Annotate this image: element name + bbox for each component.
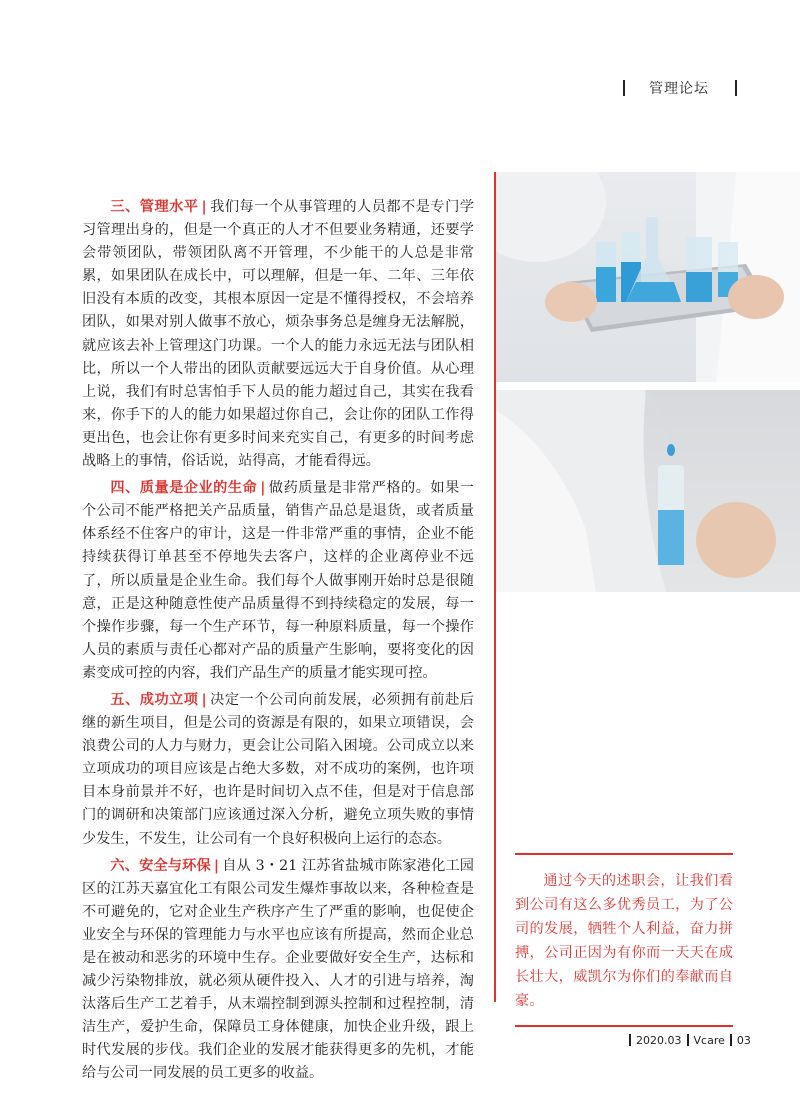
heading-separator: | <box>201 691 207 708</box>
footer-divider <box>687 1034 689 1046</box>
footer-divider <box>629 1034 631 1046</box>
paragraph-heading: 五、成功立项 <box>110 691 199 708</box>
pipette-tube-photo <box>496 390 800 592</box>
paragraph-text: 我们每一个从事管理的人员都不是专门学习管理出身的，但是一个真正的人才不但要业务精通，还要学会带领团队，带领团队离不开管理，不少能干的人总是非常累，如果团队在成长中，可以理解，但是一年、二年、三年依旧没有本质的改变，其根本原因一定是不懂得授权，不会培养团队，如果对别人做事不放心，烦杂事务总是缠身无法解脱，就应该去补上管理这门功课。一个人的能力永远无法与团队相比，所以一个人带出的团队贡献要远远大于自身价值。从心理上说，我们有时总害怕手下人员的能力超过自己，其实在我看来，你手下的人的能力如果超过你自己，会让你的团队工作得更出色，也会让你有更多时间来充实自己，有更多的时间考虑战略上的事情，俗话说，站得高，才能看得远。 <box>82 199 474 470</box>
paragraph-heading: 六、安全与环保 <box>110 857 211 874</box>
heading-separator: | <box>260 480 266 497</box>
section-title: 管理论坛 <box>649 81 709 97</box>
heading-separator: | <box>213 857 220 874</box>
page-number: 03 <box>736 1033 751 1047</box>
issue-date: 2020.03 <box>636 1033 682 1047</box>
page-footer <box>624 1031 751 1049</box>
paragraph-safety <box>82 855 474 1086</box>
paragraph-project <box>82 689 474 851</box>
lab-tray-photo <box>496 172 800 382</box>
pull-quote-text: 通过今天的述职会，让我们看到公司有这么多优秀员工，为了公司的发展，牺牲个人利益，奋力拼搏，公司正因为有你而一天天在成长壮大，威凯尔为你们的奉献而自豪。 <box>515 873 733 1009</box>
article-body <box>82 196 474 1090</box>
quote-bottom-rule <box>515 1025 733 1027</box>
paragraph-quality <box>82 477 474 685</box>
header-divider <box>623 80 625 96</box>
paragraph-text: 做药质量是非常严格的。如果一个公司不能严格把关产品质量，销售产品总是退货，或者质量体系经不住客户的审计，这是一件非常严重的事情，企业不能持续获得订单甚至不停地失去客户，这样的企业离停业不远了，所以质量是企业生命。我们每个人做事刚开始时总是很随意，正是这种随意性使产品质量得不到持续稳定的发展，每一个操作步骤，每一个生产环节，每一种原料质量，每一个操作人员的素质与责任心都对产品的质量产生影响，要将变化的因素变成可控的内容，我们产品生产的质量才能实现可控。 <box>82 480 474 681</box>
paragraph-text: 决定一个公司向前发展，必须拥有前赴后继的新生项目，但是公司的资源是有限的，如果立项错误，会浪费公司的人力与财力，更会让公司陷入困境。公司成立以来立项成功的项目应该是占绝大多数，对不成功的案例，也许项目本身前景并不好，也许是时间切入点不佳，但是对于信息部门的调研和决策部门应该通过深入分析，避免立项失败的事情少发生，不发生，让公司有一个良好积极向上运行的态态。 <box>82 691 474 847</box>
footer-divider <box>730 1034 732 1046</box>
paragraph-text: 自从 3・21 江苏省盐城市陈家港化工园区的江苏天嘉宜化工有限公司发生爆炸事故以来，各种检查是不可避免的，它对企业生产秩序产生了严重的影响，也促使企业安全与环保的管理能力与水平也应该有所提高，然而企业总是在被动和恶劣的环境中生存。企业要做好安全生产，达标和减少污染物排放，就必须从硬件投入、人才的引进与培养，淘汰落后生产工艺着手，从末端控制到源头控制和过程控制，清洁生产，爱护生命，保障员工身体健康，加快企业升级，跟上时代发展的步伐。我们企业的发展才能获得更多的先机，才能给与公司一同发展的员工更多的收益。 <box>82 857 474 1082</box>
heading-separator: | <box>201 199 207 215</box>
page-header <box>619 78 749 100</box>
quote-top-rule <box>515 853 733 855</box>
magazine-name: Vcare <box>693 1033 725 1047</box>
header-divider <box>735 80 737 96</box>
paragraph-heading: 四、质量是企业的生命 <box>110 480 258 497</box>
paragraph-management <box>82 196 474 473</box>
paragraph-heading: 三、管理水平 <box>110 199 199 215</box>
pull-quote <box>515 853 733 1027</box>
